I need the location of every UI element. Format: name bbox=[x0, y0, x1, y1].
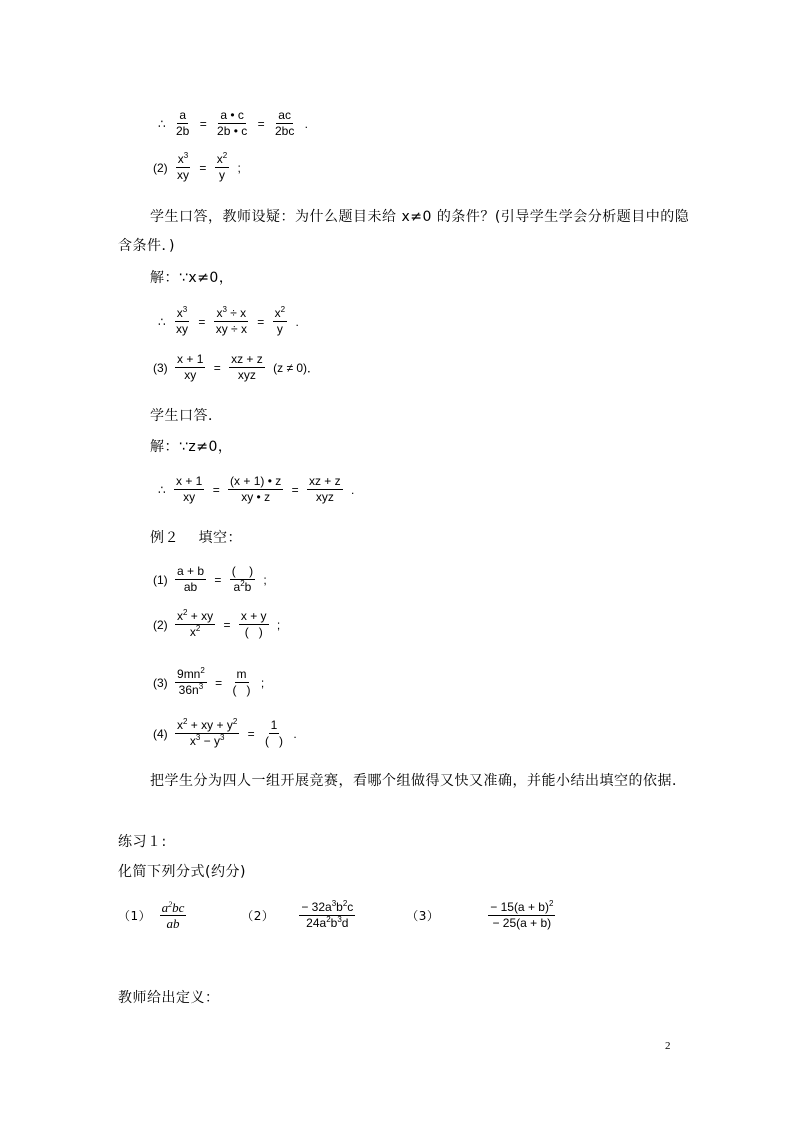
fraction: $\frac{a^2bc}{ab}$ bbox=[161, 900, 185, 931]
solution-2-label: 解：∵z≠0， bbox=[150, 439, 233, 455]
fraction: $\frac{x^3}{xy}$ bbox=[177, 151, 190, 182]
fraction-blank: $\frac{1}{( )}$ bbox=[264, 718, 283, 748]
equation-line-2: (2) $\frac{x^3}{xy}$ = $\frac{x^2}{y}$ ; bbox=[153, 151, 241, 182]
fraction: $\frac{x^2 + xy + y^2}{x^3 - y^3}$ bbox=[177, 717, 238, 748]
example-2-title: 例２ 填空： bbox=[150, 530, 242, 546]
practice-problems: （1） $\frac{a^2bc}{ab}$ （2） $\frac{- 32a^3b^2c}{24a^2b^3d}$ （3） $\frac{- 15(a + b)^2}{- 25(a + b)}$ bbox=[118, 899, 554, 931]
fraction: $\frac{x^2}{y}$ bbox=[216, 151, 228, 182]
practice-description: 化简下列分式(约分) bbox=[118, 864, 246, 880]
fraction: $\frac{9mn^2}{36n^3}$ bbox=[177, 666, 205, 697]
fraction: $\frac{x + 1}{xy}$ bbox=[177, 352, 204, 382]
paragraph-intro-cont: 含条件．) bbox=[118, 238, 175, 254]
fill-blank-4: (4) $\frac{x^2 + xy + y^2}{x^3 - y^3}$ = $\frac{1}{( )}$ . bbox=[153, 717, 297, 748]
fraction: $\frac{ac}{2bc}$ bbox=[274, 108, 295, 138]
fraction: $\frac{x^3 \div x}{xy \div x}$ bbox=[215, 305, 247, 336]
fraction: $\frac{x^2 + xy}{x^2}$ bbox=[177, 608, 214, 639]
equation-line-5: ∴ $\frac{x + 1}{xy}$ = $\frac{(x + 1) • z}{xy • z}$ = $\frac{xz + z}{\text{xyz}}$ . bbox=[158, 474, 355, 504]
paragraph-intro: 学生口答，教师设疑：为什么题目未给 x≠0 的条件？(引导学生学会分析题目中的隐 bbox=[150, 209, 690, 225]
equation-line-3: ∴ $\frac{x^3}{xy}$ = $\frac{x^3 \div x}{xy \div x}$ = $\frac{x^2}{y}$ . bbox=[158, 305, 299, 336]
fraction: $\frac{x^2}{y}$ bbox=[274, 305, 286, 336]
page-number: 2 bbox=[665, 1040, 671, 1052]
fill-blank-2: (2) $\frac{x^2 + xy}{x^2}$ = $\frac{x + y}{( )}$ ; bbox=[153, 608, 281, 639]
fraction: $\frac{x^3}{xy}$ bbox=[175, 305, 188, 336]
solution-1-label: 解：∵x≠0， bbox=[150, 270, 234, 286]
fraction: $\frac{x + 1}{xy}$ bbox=[175, 474, 203, 504]
fraction: $\frac{- 15(a + b)^2}{- 25(a + b)}$ bbox=[490, 899, 554, 930]
fraction: $\frac{- 32a^3b^2c}{24a^2b^3d}$ bbox=[301, 899, 354, 930]
fraction: $\frac{xz + z}{\text{xyz}}$ bbox=[231, 352, 263, 382]
fraction: $\frac{xz + z}{\text{xyz}}$ bbox=[308, 474, 341, 504]
fraction: $\frac{a}{2b}$ bbox=[175, 108, 190, 138]
fill-blank-1: (1) $\frac{a + b}{ab}$ = $\frac{( )}{a^2b}$ ; bbox=[153, 564, 267, 594]
practice-title: 练习１: bbox=[118, 834, 167, 850]
equation-line-4: (3) $\frac{x + 1}{xy}$ = $\frac{xz + z}{\text{xyz}}$ (z ≠ 0)． bbox=[153, 352, 320, 382]
fraction-blank: $\frac{( )}{a^2b}$ bbox=[231, 564, 254, 594]
therefore-symbol: ∴ bbox=[158, 116, 166, 131]
fill-blank-3: (3) $\frac{9mn^2}{36n^3}$ = $\frac{m}{( )}$ ; bbox=[153, 666, 265, 697]
teacher-definition: 教师给出定义： bbox=[118, 990, 220, 1006]
equation-line-1: ∴ $\frac{a}{2b}$ = $\frac{a • c}{2b • c}$ = $\frac{ac}{2bc}$ . bbox=[158, 108, 309, 138]
fraction: $\frac{(x + 1) • z}{xy • z}$ bbox=[230, 474, 282, 504]
fraction: $\frac{a • c}{2b • c}$ bbox=[217, 108, 248, 138]
fraction-blank: $\frac{m}{( )}$ bbox=[232, 667, 251, 697]
fraction-blank: $\frac{x + y}{( )}$ bbox=[240, 609, 267, 639]
fraction: $\frac{a + b}{ab}$ bbox=[177, 564, 205, 594]
student-answer-label: 学生口答． bbox=[150, 408, 223, 424]
competition-note: 把学生分为四人一组开展竞赛，看哪个组做得又快又准确，并能小结出填空的依据． bbox=[150, 773, 687, 789]
